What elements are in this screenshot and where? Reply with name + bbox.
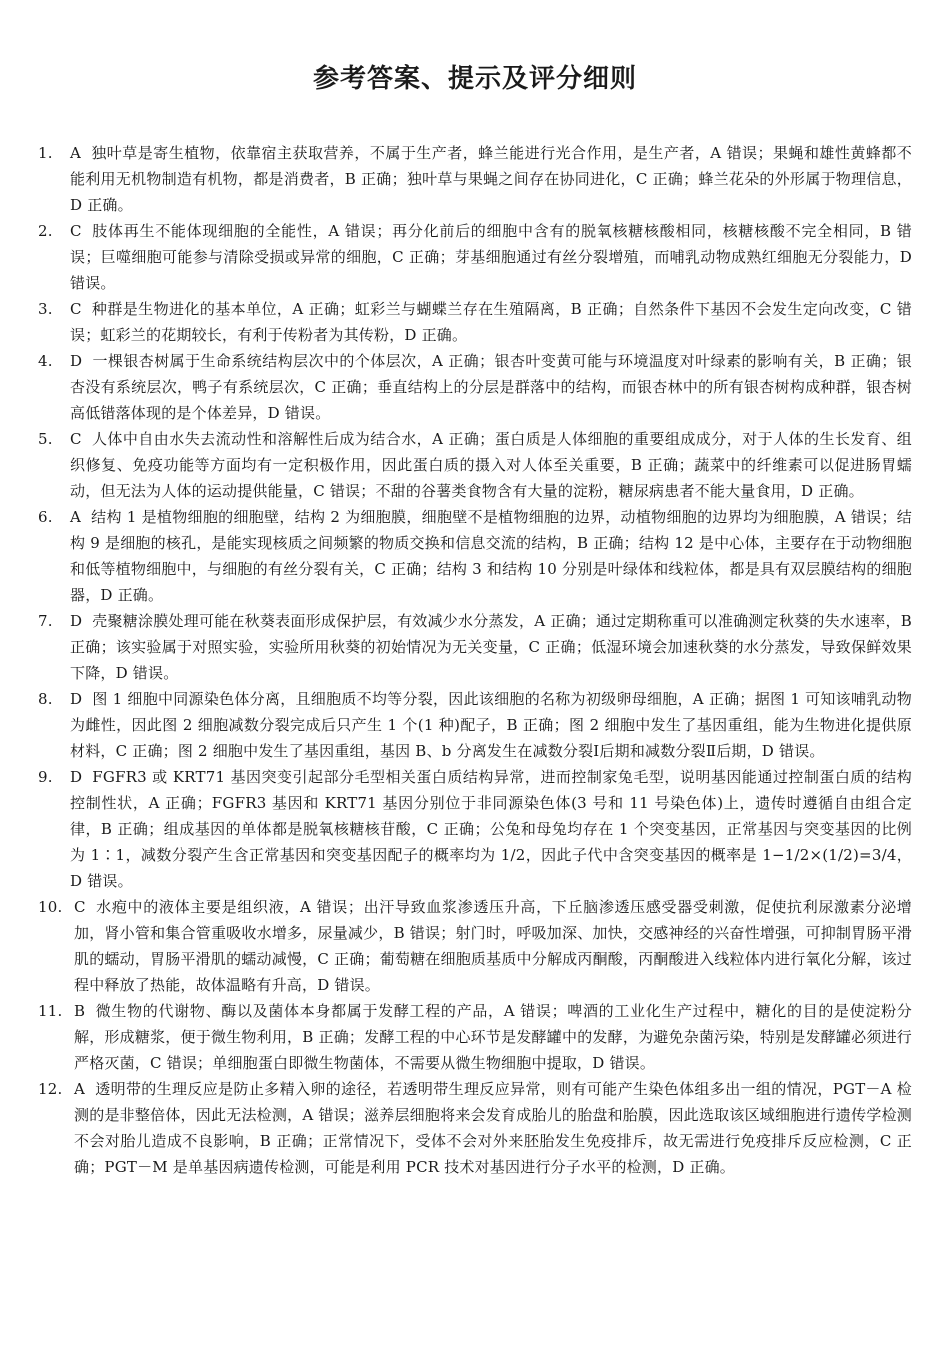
- answer-explanation: 图 1 细胞中同源染色体分离，且细胞质不均等分裂，因此该细胞的名称为初级卵母细胞，A 正确；据图 1 可知该哺乳动物为雌性，因此图 2 细胞减数分裂完成后只产生 1 个(1 种)配子，B 正确；图 2 细胞中发生了基因重组，能为生物进化提供原材料，C 正确；图 2 细胞中发生了基因重组，基因 B、b 分离发生在减数分裂Ⅰ后期和减数分裂Ⅱ后期，D 错误。: [70, 690, 912, 760]
- answer-key: A: [74, 1080, 86, 1098]
- answer-number: 1.: [38, 144, 53, 162]
- answer-item-3: [38, 296, 912, 348]
- answer-key: A: [70, 508, 82, 526]
- answer-item-6: [38, 504, 912, 608]
- answer-number: 6.: [38, 508, 53, 526]
- answer-explanation: 透明带的生理反应是防止多精入卵的途径，若透明带生理反应异常，则有可能产生染色体组多出一组的情况，PGT－A 检测的是非整倍体，因此无法检测，A 错误；滋养层细胞将来会发育成胎儿的胎盘和胎膜，因此选取该区域细胞进行遗传学检测不会对胎儿造成不良影响，B 正确；正常情况下，受体不会对外来胚胎发生免疫排斥，故无需进行免疫排斥反应检测，C 正确；PGT－M 是单基因病遗传检测，可能是利用 PCR 技术对基因进行分子水平的检测，D 正确。: [74, 1080, 912, 1176]
- answer-key: D: [70, 690, 83, 708]
- answer-number: 12.: [38, 1080, 63, 1098]
- answer-explanation: 结构 1 是植物细胞的细胞壁，结构 2 为细胞膜，细胞壁不是植物细胞的边界，动植物细胞的边界均为细胞膜，A 错误；结构 9 是细胞的核孔，是能实现核质之间频繁的物质交换和信息交流的结构，B 正确；结构 12 是中心体，主要存在于动物细胞和低等植物细胞中，与细胞的有丝分裂有关，C 正确；结构 3 和结构 10 分别是叶绿体和线粒体，都是具有双层膜结构的细胞器，D 正确。: [70, 508, 912, 604]
- answer-item-5: [38, 426, 912, 504]
- answer-number: 11.: [38, 1002, 63, 1020]
- answer-number: 9.: [38, 768, 53, 786]
- answer-item-7: [38, 608, 912, 686]
- answer-number: 2.: [38, 222, 53, 240]
- answer-key: A: [70, 144, 82, 162]
- answer-explanation: 独叶草是寄生植物，依靠宿主获取营养，不属于生产者，蜂兰能进行光合作用，是生产者，A 错误；果蝇和雄性黄蜂都不能利用无机物制造有机物，都是消费者，B 正确；独叶草与果蝇之间存在协同进化，C 正确；蜂兰花朵的外形属于物理信息，D 正确。: [70, 144, 912, 214]
- answer-item-9: [38, 764, 912, 894]
- answer-key: B: [74, 1002, 86, 1020]
- page-title: 参考答案、提示及评分细则: [312, 64, 637, 94]
- answer-key: D: [70, 612, 83, 630]
- answer-explanation: 水疱中的液体主要是组织液，A 错误；出汗导致血浆渗透压升高，下丘脑渗透压感受器受刺激，促使抗利尿激素分泌增加，肾小管和集合管重吸收水增多，尿量减少，B 错误；射门时，呼吸加深、加快，交感神经的兴奋性增强，可抑制胃肠平滑肌的蠕动，胃肠平滑肌的蠕动减慢，C 正确；葡萄糖在细胞质基质中分解成丙酮酸，丙酮酸进入线粒体内进行氧化分解，该过程中释放了热能，故体温略有升高，D 错误。: [74, 898, 912, 994]
- answer-key: C: [70, 222, 82, 240]
- answer-item-10: [38, 894, 912, 998]
- answer-explanation: FGFR3 或 KRT71 基因突变引起部分毛型相关蛋白质结构异常，进而控制家兔毛型，说明基因能通过控制蛋白质的结构控制性状，A 正确；FGFR3 基因和 KRT71 基因分别位于非同源染色体(3 号和 11 号染色体)上，遗传时遵循自由组合定律，B 正确；组成基因的单体都是脱氧核糖核苷酸，C 正确；公兔和母兔均存在 1 个突变基因，正常基因与突变基因的比例为 1∶1，减数分裂产生含正常基因和突变基因配子的概率均为 1/2，因此子代中含突变基因的概率是 1−1/2×(1/2)=3/4，D 错误。: [70, 768, 912, 890]
- answer-explanation: 微生物的代谢物、酶以及菌体本身都属于发酵工程的产品，A 错误；啤酒的工业化生产过程中，糖化的目的是使淀粉分解，形成糖浆，便于微生物利用，B 正确；发酵工程的中心环节是发酵罐中的发酵，为避免杂菌污染，特别是发酵罐必须进行严格灭菌，C 错误；单细胞蛋白即微生物菌体，不需要从微生物细胞中提取，D 错误。: [74, 1002, 912, 1072]
- answer-number: 4.: [38, 352, 53, 370]
- answer-item-2: [38, 218, 912, 296]
- answer-number: 10.: [38, 898, 63, 916]
- answer-key: D: [70, 352, 83, 370]
- answer-explanation: 种群是生物进化的基本单位，A 正确；虹彩兰与蝴蝶兰存在生殖隔离，B 正确；自然条件下基因不会发生定向改变，C 错误；虹彩兰的花期较长，有利于传粉者为其传粉，D 正确。: [70, 300, 912, 344]
- answer-explanation: 人体中自由水失去流动性和溶解性后成为结合水，A 正确；蛋白质是人体细胞的重要组成成分，对于人体的生长发育、组织修复、免疫功能等方面均有一定积极作用，因此蛋白质的摄入对人体至关重要，B 正确；蔬菜中的纤维素可以促进肠胃蠕动，但无法为人体的运动提供能量，C 错误；不甜的谷薯类食物含有大量的淀粉，糖尿病患者不能大量食用，D 正确。: [70, 430, 912, 500]
- answer-key: C: [70, 300, 82, 318]
- answer-key: C: [74, 898, 86, 916]
- answer-explanation: 一棵银杏树属于生命系统结构层次中的个体层次，A 正确；银杏叶变黄可能与环境温度对叶绿素的影响有关，B 正确；银杏没有系统层次，鸭子有系统层次，C 正确；垂直结构上的分层是群落中的结构，而银杏林中的所有银杏树构成种群，银杏树高低错落体现的是个体差异，D 错误。: [70, 352, 912, 422]
- answer-key: D: [70, 768, 83, 786]
- answer-key: C: [70, 430, 82, 448]
- answer-number: 7.: [38, 612, 53, 630]
- answer-item-4: [38, 348, 912, 426]
- answer-item-11: [38, 998, 912, 1076]
- answer-number: 5.: [38, 430, 53, 448]
- answer-number: 8.: [38, 690, 53, 708]
- answer-number: 3.: [38, 300, 53, 318]
- answer-item-1: [38, 140, 912, 218]
- answer-explanation: 肢体再生不能体现细胞的全能性，A 错误；再分化前后的细胞中含有的脱氧核糖核酸相同，核糖核酸不完全相同，B 错误；巨噬细胞可能参与清除受损或异常的细胞，C 正确；芽基细胞通过有丝分裂增殖，而哺乳动物成熟红细胞无分裂能力，D 错误。: [70, 222, 912, 292]
- answer-item-8: [38, 686, 912, 764]
- answer-list: [38, 140, 912, 1180]
- answer-explanation: 壳聚糖涂膜处理可能在秋葵表面形成保护层，有效减少水分蒸发，A 正确；通过定期称重可以准确测定秋葵的失水速率，B 正确；该实验属于对照实验，实验所用秋葵的初始情况为无关变量，C 正确；低湿环境会加速秋葵的水分蒸发，导致保鲜效果下降，D 错误。: [70, 612, 912, 682]
- answer-item-12: [38, 1076, 912, 1180]
